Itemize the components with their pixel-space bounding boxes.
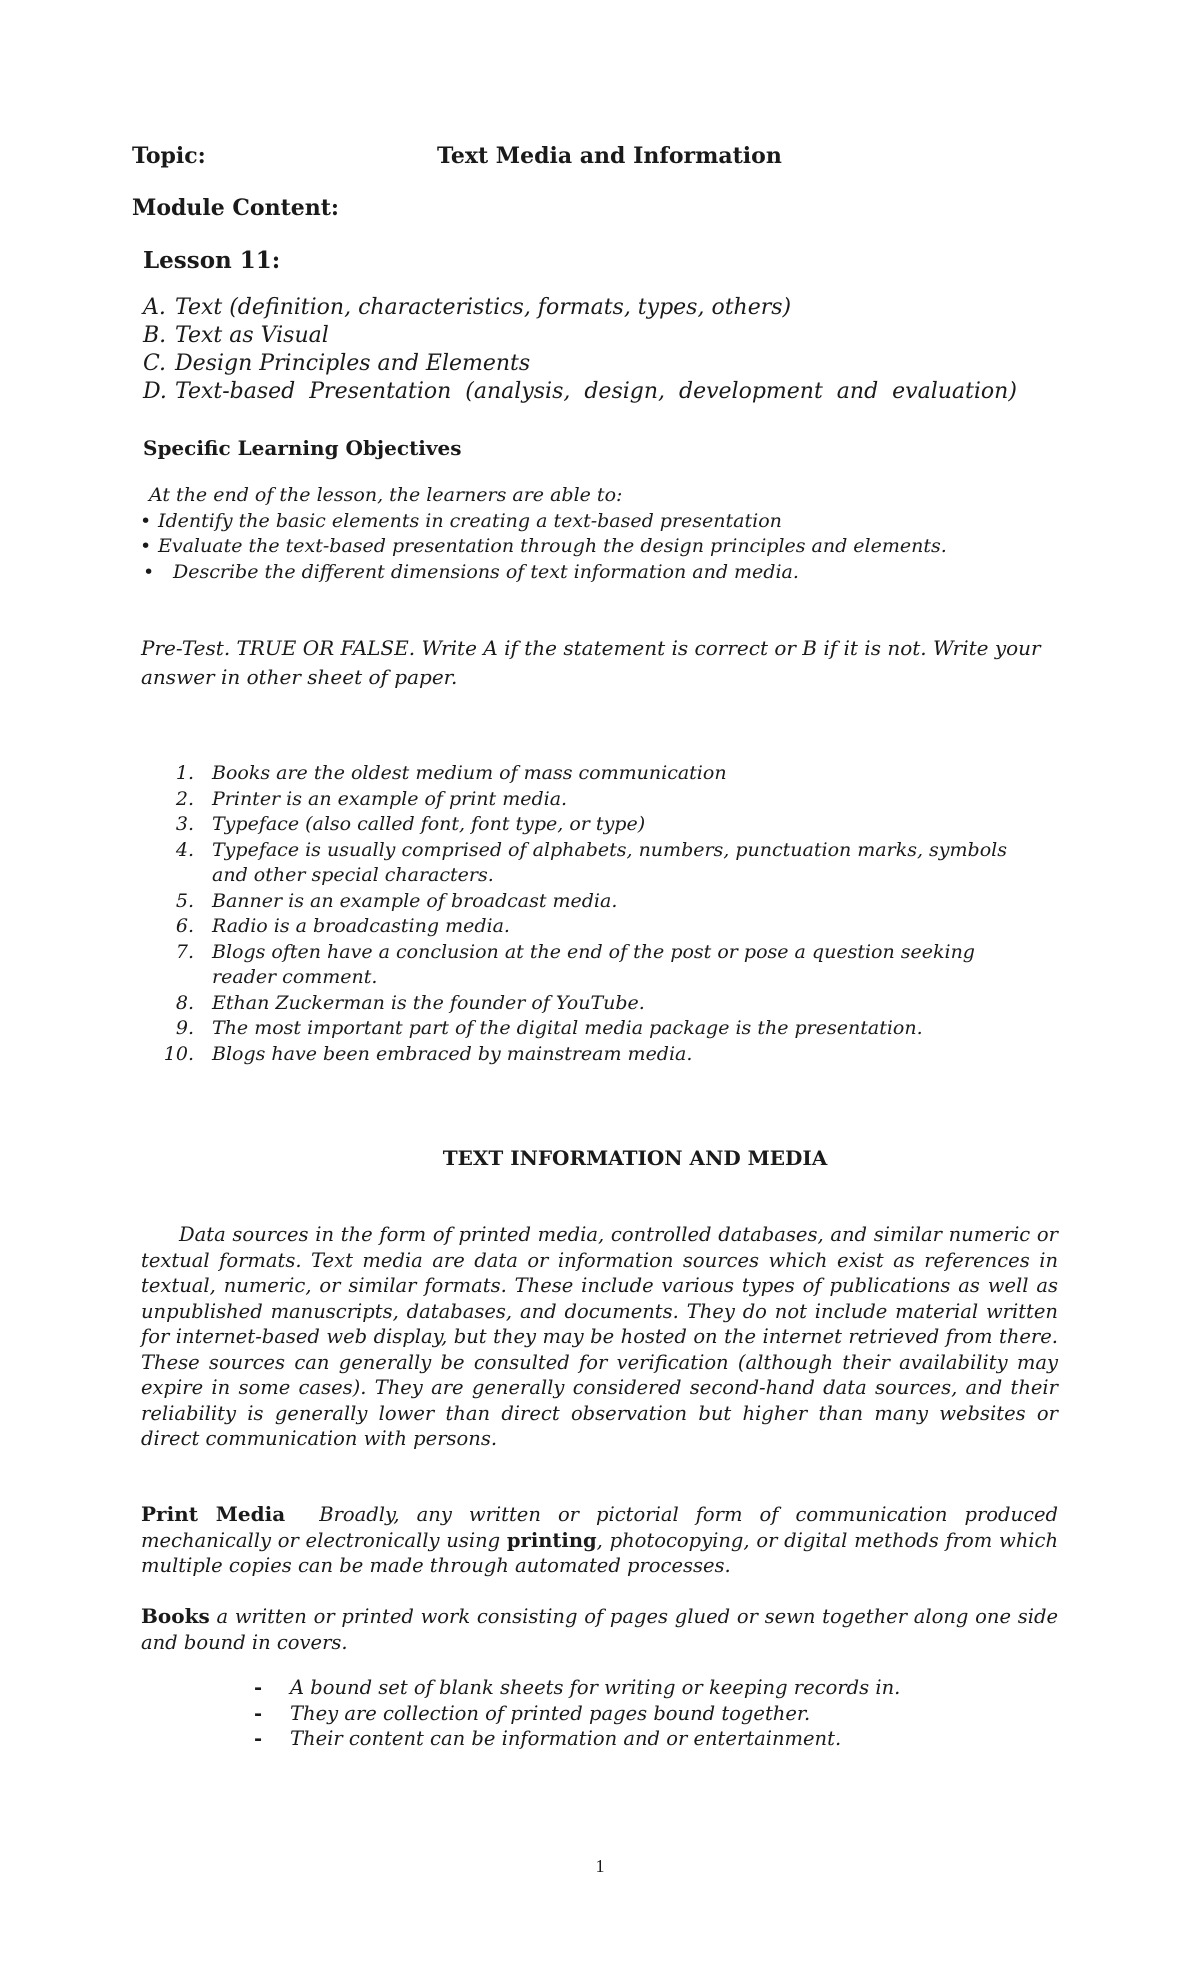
topic-title: Text Media and Information — [437, 143, 782, 169]
list-item: 10. Blogs have been embraced by mainstream media. — [163, 1042, 693, 1065]
books-term: Books — [141, 1604, 210, 1628]
list-item: • Evaluate the text-based presentation through the design principles and elements. — [140, 535, 947, 557]
printing-term: printing — [506, 1528, 597, 1552]
list-item: 6. Radio is a broadcasting media. — [175, 915, 510, 937]
list-item: • Identify the basic elements in creating a text-based presentation — [140, 509, 782, 532]
list-item: 2. Printer is an example of print media. — [175, 787, 568, 810]
lesson-title: Lesson 11: — [143, 247, 281, 274]
books-dash-list — [254, 1675, 1054, 1752]
intro-paragraph: Data sources in the form of printed media, controlled databases, and similar numeric or textual formats. Text media are data or information sources which exist as references in textual, numeric, or similar formats. These include various types of publications as well as unpublished manuscripts, databases, and documents. They do not include material written for internet-based web display, but they may be hosted on the internet retrieved from there. These sources can generally be consulted for verification (although their availability may expire in some cases). They are generally considered second-hand data sources, and their reliability is generally lower than direct observation but higher than many websites or direct communication with persons. — [141, 1223, 1058, 1450]
list-item: C. Design Principles and Elements — [143, 351, 531, 376]
list-item: 1. Books are the oldest medium of mass communication — [175, 762, 727, 784]
list-item: B. Text as Visual — [143, 323, 329, 348]
print-media-paragraph: Print Media Broadly, any written or pictorial form of communication produced mechanically or electronically using printing, photocopying, or digital methods from which multiple copies can be made through automated processes. — [141, 1502, 1058, 1577]
pretest-question-list — [160, 761, 1030, 1067]
objectives-block — [140, 483, 1040, 585]
print-media-term: Print Media — [141, 1502, 286, 1526]
objectives-intro: At the end of the lesson, the learners are able to: — [149, 484, 623, 506]
list-item: 8. Ethan Zuckerman is the founder of YouTube. — [175, 991, 645, 1014]
list-item: - Their content can be information and or entertainment. — [254, 1727, 842, 1750]
list-item: 5. Banner is an example of broadcast media. — [175, 889, 618, 912]
books-paragraph: Books a written or printed work consisting of pages glued or sewn together along one side and bound in covers. — [141, 1604, 1058, 1654]
list-item: - They are collection of printed pages bound together. — [254, 1701, 811, 1725]
objectives-heading: Specific Learning Objectives — [143, 436, 462, 460]
list-item: D. Text-based Presentation (analysis, design, development and evaluation) — [143, 379, 1017, 404]
topic-label: Topic: — [132, 143, 206, 169]
module-content-label: Module Content: — [132, 195, 340, 221]
list-item: - A bound set of blank sheets for writing or keeping records in. — [254, 1676, 901, 1699]
pretest-instructions: Pre-Test. TRUE OR FALSE. Write A if the statement is correct or B if it is not. Write your answer in other sheet of paper. — [141, 636, 1041, 689]
list-item: 3. Typeface (also called font, font type, or type) — [175, 813, 646, 835]
list-item: 4. Typeface is usually comprised of alphabets, numbers, punctuation marks, symbols and other special characters. — [175, 838, 1007, 886]
lesson-topic-list — [143, 294, 1043, 406]
page-number: 1 — [595, 1856, 605, 1876]
list-item: A. Text (definition, characteristics, formats, types, others) — [143, 295, 792, 320]
list-item: • Describe the different dimensions of text information and media. — [143, 560, 799, 583]
list-item: 9. The most important part of the digital media package is the presentation. — [175, 1017, 923, 1039]
section-title: TEXT INFORMATION AND MEDIA — [442, 1146, 828, 1170]
list-item: 7. Blogs often have a conclusion at the end of the post or pose a question seeking reader comment. — [175, 940, 975, 988]
